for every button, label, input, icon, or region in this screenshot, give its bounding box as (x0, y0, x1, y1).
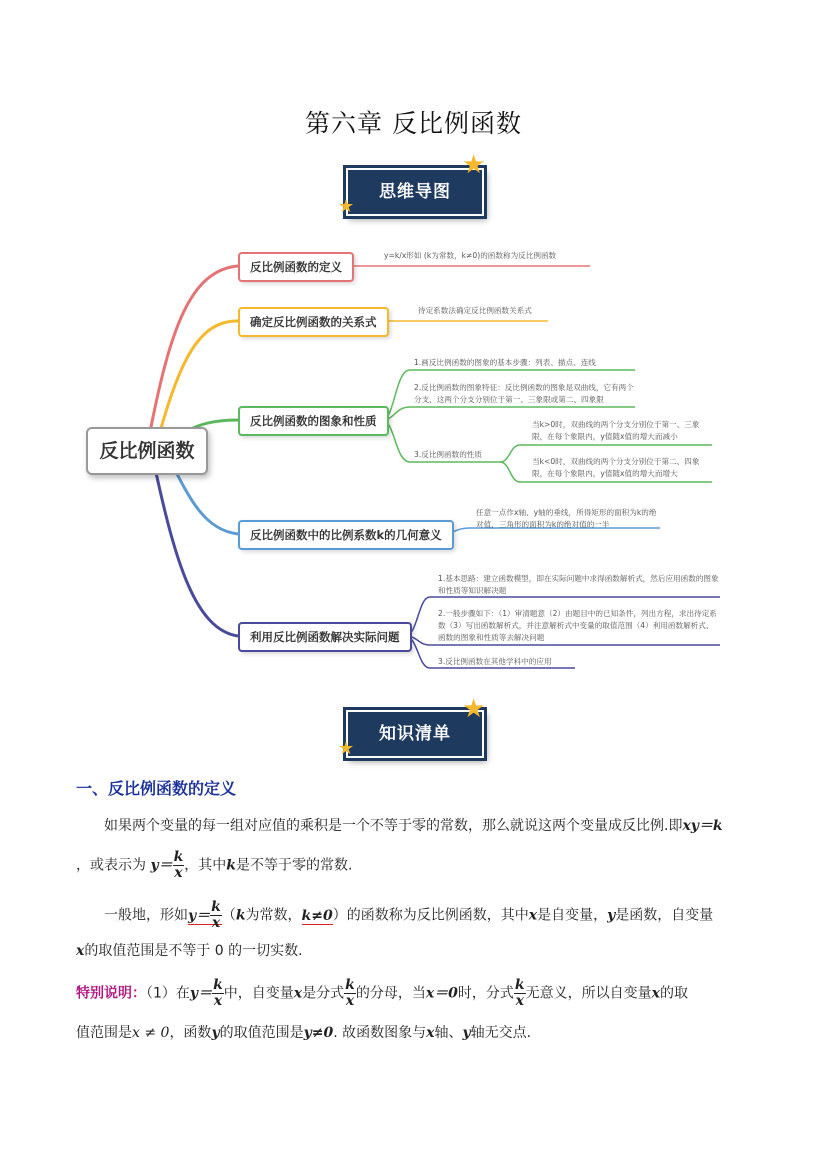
note-app-2: 2.一般步骤如下：（1）审清题意（2）由题目中的已知条件，列出方程，求出待定系数（3）写出函数解析式，并注意解析式中变量的取值范围（4）利用函数解析式、函数的图象和性质等去解决问题 (438, 609, 717, 642)
section-heading: 一、反比例函数的定义 (76, 779, 237, 798)
paragraph-1-line-2: ，或表示为 y＝ $\frac{k}{x}$ ，其中k是不等于零的常数. (76, 849, 353, 881)
mindmap-root: 反比例函数 (86, 427, 208, 475)
note-graph-3: 3.反比例函数的性质 (414, 450, 482, 459)
note-graph-2: 2.反比例函数的图象特征：反比例函数的图象是双曲线，它有两个分支，这两个分支分别位于第一、三象限或第二、四象限 (414, 383, 634, 404)
knowledge-banner: 知识清单 (346, 710, 484, 758)
fraction-k-over-x: $\frac{k}{x}$ (173, 849, 184, 881)
fraction-k-over-x: $\frac{k}{x}$ (211, 899, 221, 931)
paragraph-1-line-1: 如果两个变量的每一组对应值的乘积是一个不等于零的常数，那么就说这两个变量成反比例.即xy＝k (104, 818, 723, 834)
note-graph-1: 1.画反比例函数的图象的基本步骤：列表、描点、连线 (414, 358, 596, 367)
note-app-3: 3.反比例函数在其他学科中的应用 (438, 657, 552, 666)
page-title: 第六章 反比例函数 (305, 109, 522, 138)
branch-relation: 确定反比例函数的关系式 (238, 307, 389, 337)
note-graph-k-positive: 当k>0时，双曲线的两个分支分别位于第一、三象限，在每个象限内，y值随x值的增大而减小 (532, 420, 700, 441)
special-note-line-1: 特别说明：（1）在y＝ $\frac{k}{x}$ 中，自变量x是分式 $\frac{k}{x}$ 的分母，当x＝0时，分式 $\frac{k}{x}$ 无意义，所以自变量x的取 (76, 977, 688, 1009)
paragraph-2-line-2: x的取值范围是不等于 0 的一切实数. (76, 943, 303, 959)
special-note-line-2: 值范围是x ≠ 0，函数y的取值范围是y≠0. 故函数图象与x轴、y轴无交点. (76, 1025, 532, 1041)
branch-k-meaning: 反比例函数中的比例系数k的几何意义 (238, 520, 454, 550)
paragraph-2-line-1: 一般地，形如y＝ $\frac{k}{x}$ （k为常数，k≠0）的函数称为反比例函数，其中x是自变量，y是函数，自变量 (104, 899, 714, 931)
star-icon: ★ (462, 694, 486, 724)
note-definition: y=k/x形如 (k为常数，k≠0)的函数称为反比例函数 (384, 251, 557, 260)
fraction-k-over-x: $\frac{k}{x}$ (345, 977, 355, 1009)
star-icon: ★ (338, 196, 355, 217)
fraction-k-over-x: $\frac{k}{x}$ (514, 977, 525, 1009)
special-label: 特别说明： (76, 985, 146, 1002)
note-graph-k-negative: 当k<0时，双曲线的两个分支分别位于第二、四象限，在每个象限内，y值随x值的增大而增大 (532, 457, 700, 478)
note-app-1: 1.基本思路：建立函数模型，即在实际问题中求得函数解析式，然后应用函数的图象和性质等知识解决题 (438, 574, 719, 595)
branch-graph-properties: 反比例函数的图象和性质 (238, 406, 389, 436)
note-relation: 待定系数法确定反比例函数关系式 (418, 306, 532, 315)
mindmap-banner: 思维导图 (346, 168, 484, 216)
branch-definition: 反比例函数的定义 (238, 252, 354, 282)
note-k-meaning: 任意一点作x轴、y轴的垂线，所得矩形的面积为k的绝对值，三角形的面积为k的绝对值的一半 (476, 508, 657, 529)
star-icon: ★ (462, 150, 486, 180)
fraction-k-over-x: $\frac{k}{x}$ (213, 977, 223, 1009)
star-icon: ★ (338, 738, 355, 759)
branch-applications: 利用反比例函数解决实际问题 (238, 622, 412, 652)
